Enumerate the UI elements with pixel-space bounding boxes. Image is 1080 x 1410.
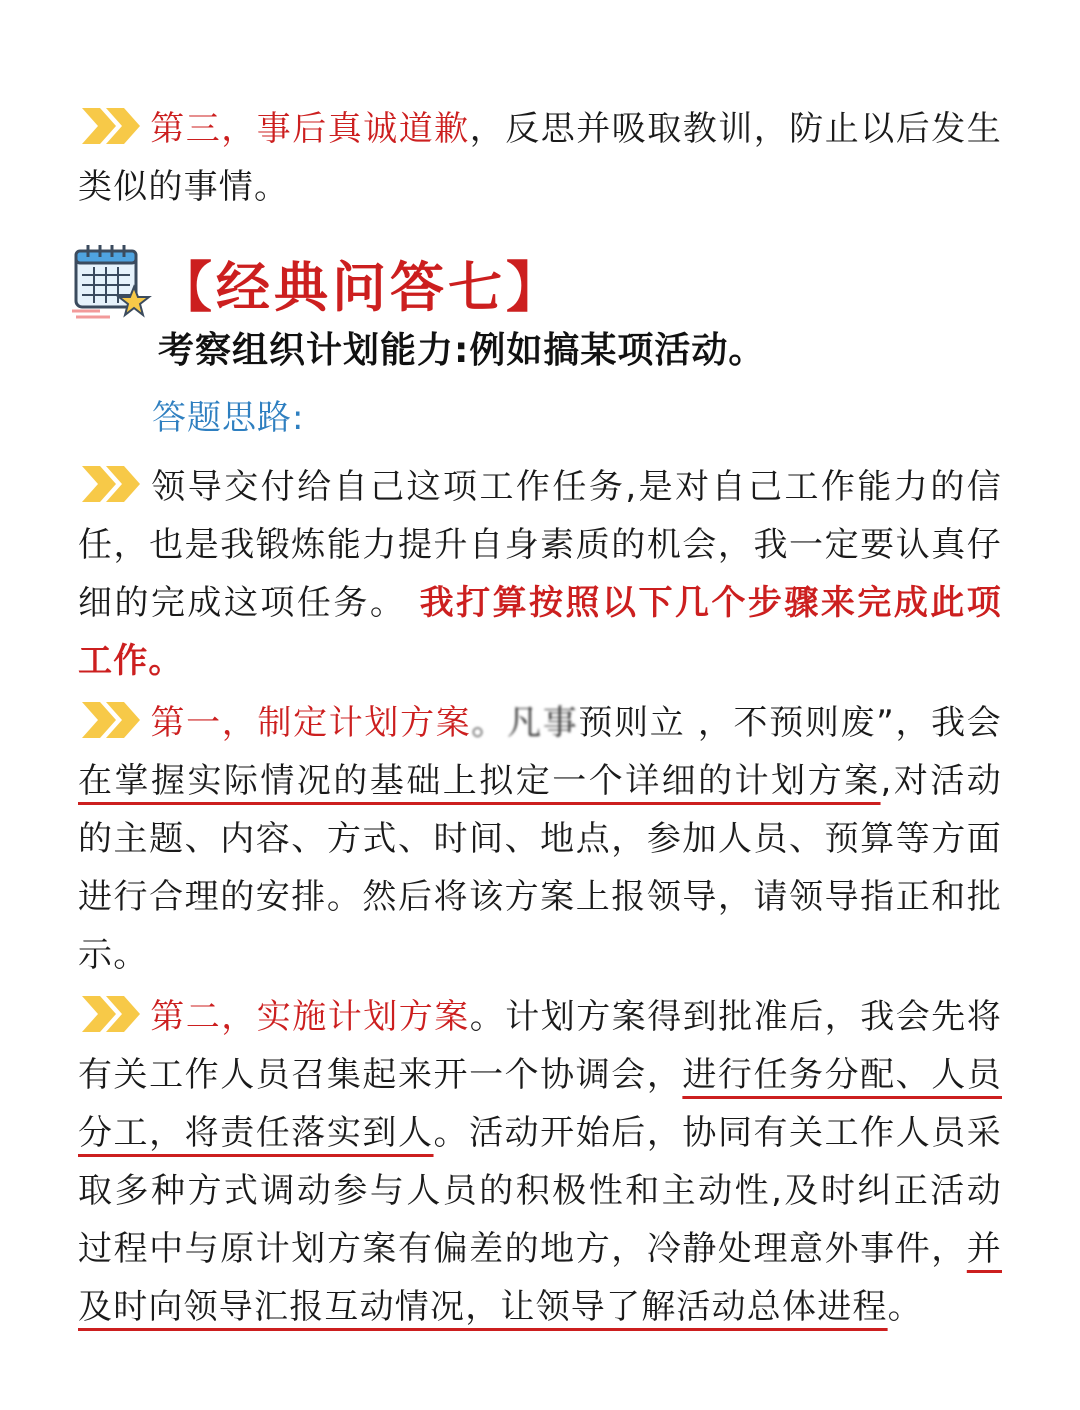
- intro-highlight: 我打算按照以下几个步骤来完成此项工作。: [78, 583, 1002, 681]
- step-two-underline-a: 进行任务分配、人员分工，将责任落实到人: [78, 1055, 1002, 1153]
- paragraph-intro: [78, 458, 1002, 690]
- step-two-text-c: 。: [887, 1287, 923, 1327]
- step-one-underline: 在掌握实际情况的基础上拟定一个详细的计划方案: [78, 761, 881, 801]
- section-heading: [70, 238, 564, 328]
- paragraph-step-two: [78, 988, 1002, 1336]
- paragraph-apology: [78, 100, 1002, 216]
- chevron-double-icon: [78, 464, 144, 504]
- step-one-obscured-text: 。凡事: [471, 703, 579, 743]
- chevron-double-icon: [78, 994, 144, 1034]
- step-two-underline-b: 并及时向领导汇报互动情况，让领导了解活动总体进程: [78, 1229, 1002, 1327]
- answer-hint-label: 答题思路:: [152, 398, 305, 438]
- calendar-star-icon: [70, 241, 154, 325]
- step-one-lead: 第一，制定计划方案: [150, 703, 472, 743]
- step-two-text-a: 。计划方案得到批准后，我会先将有关工作人员召集起来开一个协调会，: [78, 997, 1002, 1095]
- apology-lead: 第三，事后真诚道歉: [150, 109, 470, 149]
- intro-text: 领导交付给自己这项工作任务,是对自己工作能力的信任，也是我锻炼能力提升自身素质的机会，我一定要认真仔细的完成这项任务。: [78, 467, 1002, 623]
- section-title: 【经典问答七】: [158, 254, 564, 319]
- question-text: 考察组织计划能力:例如搞某项活动。: [158, 330, 766, 371]
- chevron-double-icon: [78, 106, 144, 146]
- step-two-text-b: 。活动开始后，协同有关工作人员采取多种方式调动参与人员的积极性和主动性,及时纠正活动过程中与原计划方案有偏差的地方，冷静处理意外事件，: [78, 1113, 1003, 1269]
- step-one-text-a: 预则立 ，不预则废”，我会: [578, 703, 1002, 743]
- step-two-lead: 第二，实施计划方案: [150, 997, 470, 1037]
- chevron-double-icon: [78, 700, 144, 740]
- apology-text: ，反思并吸取教训，防止以后发生类似的事情。: [78, 109, 1002, 207]
- paragraph-step-one: [78, 694, 1002, 984]
- step-one-text-b: ,对活动的主题、内容、方式、时间、地点，参加人员、预算等方面进行合理的安排。然后将该方案上报领导，请领导指正和批示。: [78, 761, 1002, 975]
